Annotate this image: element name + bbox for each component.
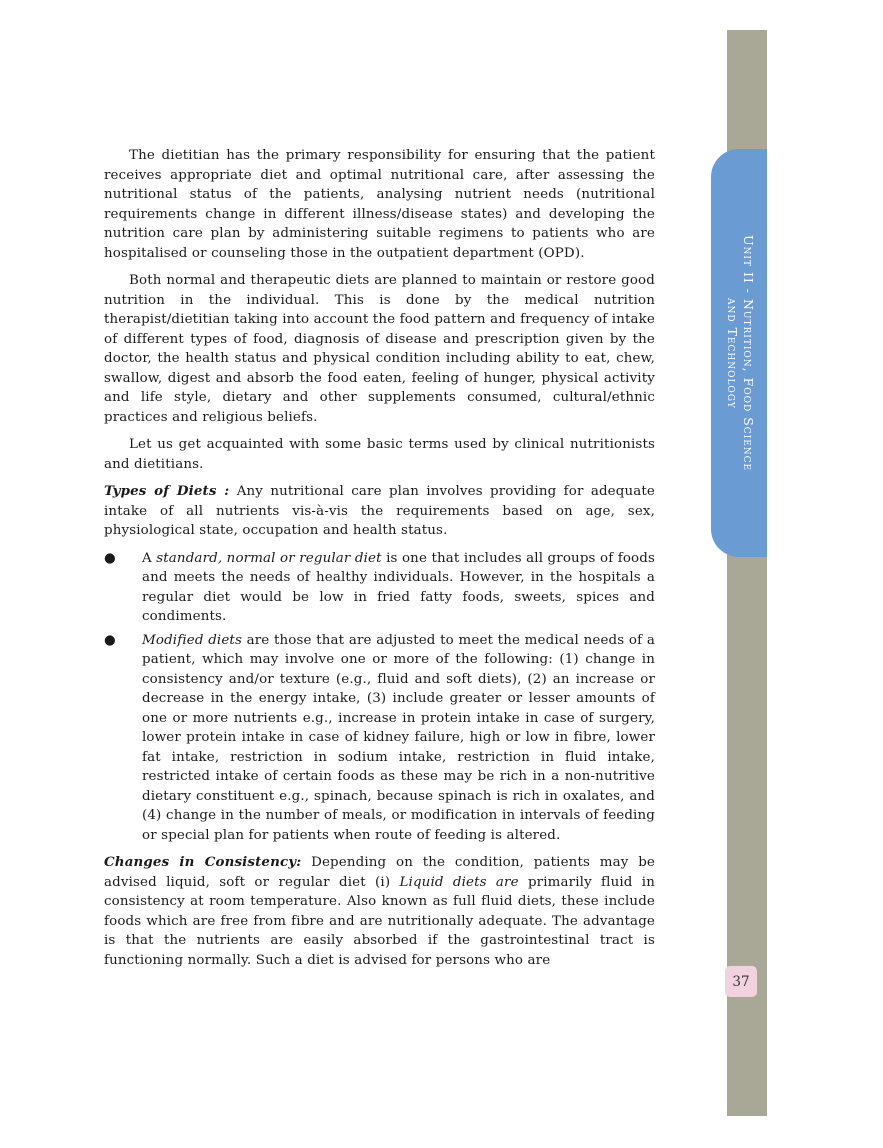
bullet-icon: ● bbox=[104, 632, 116, 648]
changes-in-consistency-heading: Changes in Consistency: bbox=[104, 854, 302, 870]
types-of-diets-text: Any nutritional care plan involves providing for adequate intake of all nutrients vis-à-vis the requirements based on age, sex, physiological state, occupation and health status. bbox=[104, 484, 655, 538]
paragraph-types-of-diets bbox=[104, 482, 655, 541]
bullet1-pre: A bbox=[142, 550, 157, 566]
diet-types-list bbox=[104, 549, 655, 846]
liquid-diets-term: Liquid diets are bbox=[399, 874, 519, 890]
page-number: 37 bbox=[725, 966, 757, 997]
changes-text-1: Depending on the condition, patients may be advised liquid, soft or regular diet (i) bbox=[104, 855, 655, 890]
types-of-diets-heading: Types of Diets : bbox=[104, 483, 230, 499]
paragraph-changes-in-consistency bbox=[104, 853, 655, 970]
list-item bbox=[104, 631, 655, 846]
changes-text-2: primarily fluid in consistency at room temperature. Also known as full fluid diets, these include foods which are free from fibre and are nutritionally adequate. The advantage is that the nutrients are easily absorbed if the gastrointestinal tract is functioning normally. Such a diet is advised for persons who are bbox=[104, 874, 655, 968]
paragraph-dietitian-role: The dietitian has the primary responsibility for ensuring that the patient receives appropriate diet and optimal nutritional care, after assessing the nutritional status of the patients, analysing nutrient needs (nutritional requirements change in different illness/disease states) and developing the nutrition care plan by administering suitable regimens to patients who are hospitalised or counseling those in the outpatient department (OPD). bbox=[104, 148, 655, 261]
unit-title-line2: and Technology bbox=[725, 297, 740, 409]
bullet1-text: is one that includes all groups of foods and meets the needs of healthy individuals. However, in the hospitals a regular diet would be low in fried fatty foods, sweets, spices and condiments. bbox=[142, 550, 655, 624]
list-item bbox=[104, 549, 655, 627]
paragraph-normal-therapeutic-diets: Both normal and therapeutic diets are planned to maintain or restore good nutrition in the individual. This is done by the medical nutrition therapist/dietitian taking into account the food pattern and frequency of intake of different types of food, diagnosis of disease and prescription given by the doctor, the health status and physical condition including ability to eat, chew, swallow, digest and absorb the food eaten, feeling of hunger, physical activity and life style, dietary and other supplements consumed, cultural/ethnic practices and religious beliefs. bbox=[104, 273, 655, 425]
bullet2-term: Modified diets bbox=[142, 632, 242, 648]
main-content bbox=[104, 146, 655, 978]
bullet1-term: standard, normal or regular diet bbox=[156, 550, 382, 566]
bullet2-text: are those that are adjusted to meet the medical needs of a patient, which may involve one or more of the following: (1) change in consistency and/or texture (e.g., fluid and soft diets), (2) an increase or decrease in the energy intake, (3) include greater or lesser amounts of one or more nutrients e.g., increase in protein intake in case of surgery, lower protein intake in case of kidney failure, high or low in fibre, lower fat intake, restriction in sodium intake, restriction in fluid intake, restricted intake of certain foods as these may be rich in a non-nutritive dietary constituent e.g., spinach, because spinach is rich in oxalates, and (4) change in the number of meals, or modification in intervals of feeding or special plan for patients when route of feeding is altered. bbox=[142, 632, 655, 843]
paragraph-basic-terms: Let us get acquainted with some basic terms used by clinical nutritionists and dietitians. bbox=[104, 437, 655, 472]
unit-title bbox=[712, 149, 768, 557]
bullet-icon: ● bbox=[104, 550, 116, 566]
unit-title-line1: Unit II - Nutrition, Food Science bbox=[741, 234, 756, 472]
